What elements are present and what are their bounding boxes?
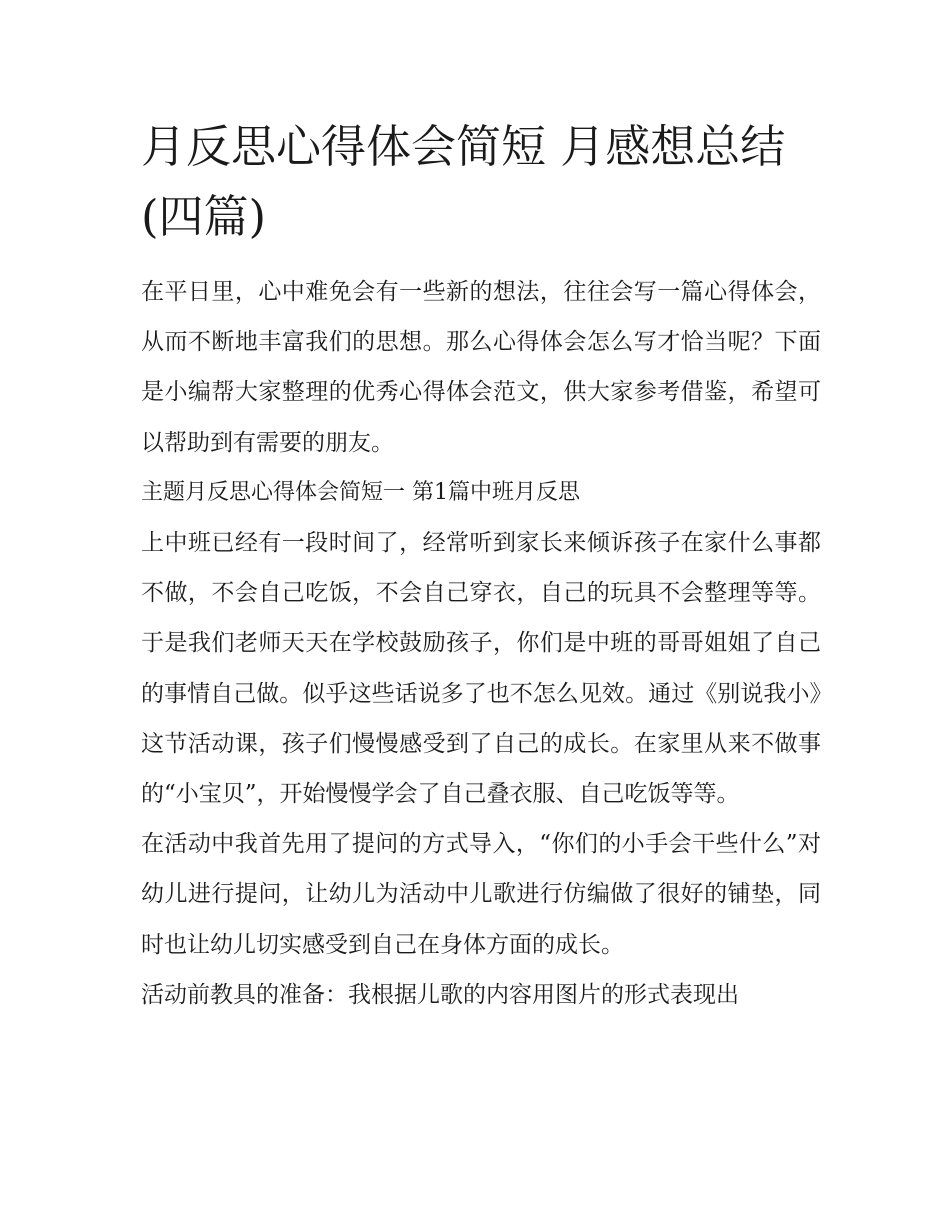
body-paragraph-2: 在活动中我首先用了提问的方式导入，“你们的小手会干些什么”对幼儿进行提问，让幼儿为活动中儿歌进行仿编做了很好的铺垫，同时也让幼儿切实感受到自己在身体方面的成长。 [141,831,821,958]
document-title: 月反思心得体会简短 月感想总结(四篇) [141,120,786,243]
intro-paragraph: 在平日里，心中难免会有一些新的想法，往往会写一篇心得体会，从而不断地丰富我们的思想。那么心得体会怎么写才恰当呢？下面是小编帮大家整理的优秀心得体会范文，供大家参考借鉴，希望可以帮助到有需要的朋友。 [141,279,821,456]
section-heading: 主题月反思心得体会简短一 第1篇中班月反思 [141,479,580,505]
body-paragraph-3: 活动前教具的准备：我根据儿歌的内容用图片的形式表现出 [141,981,739,1008]
body-paragraph-1: 上中班已经有一段时间了，经常听到家长来倾诉孩子在家什么事都不做，不会自己吃饭，不会自己穿衣，自己的玩具不会整理等等。于是我们老师天天在学校鼓励孩子，你们是中班的哥哥姐姐了自己的事情自己做。似乎这些话说多了也不怎么见效。通过《别说我小》这节活动课，孩子们慢慢感受到了自己的成长。在家里从来不做事的“小宝贝”，开始慢慢学会了自己叠衣服、自己吃饭等等。 [141,530,821,808]
document-page [141,112,821,1020]
